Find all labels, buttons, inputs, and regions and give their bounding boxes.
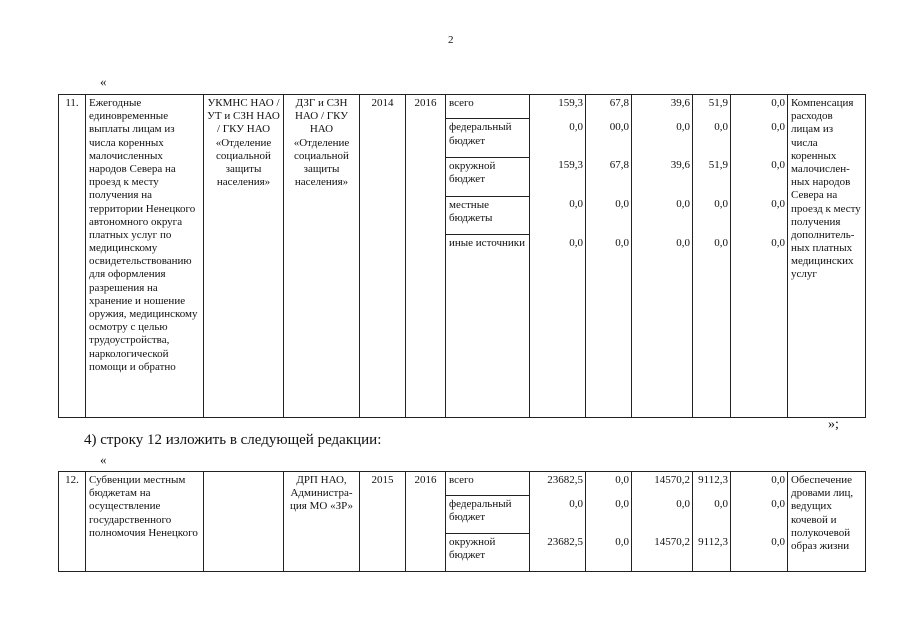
end-year: 2016 — [406, 472, 446, 572]
value-y2: 0,0 — [632, 235, 693, 418]
value-y2: 14570,2 — [632, 472, 693, 496]
value-y1: 0,0 — [586, 496, 632, 534]
funding-source: федеральный бюджет — [446, 119, 530, 158]
table-row-11 — [58, 94, 866, 418]
value-y1: 67,8 — [586, 157, 632, 196]
start-year: 2015 — [360, 472, 406, 572]
table-row-12 — [58, 471, 866, 572]
funding-source: иные источники — [446, 235, 530, 418]
value-total: 0,0 — [530, 235, 586, 418]
funding-source: всего — [446, 472, 530, 496]
value-y2: 39,6 — [632, 95, 693, 119]
end-year: 2016 — [406, 95, 446, 418]
instruction-text: 4) строку 12 изложить в следующей редакции: — [84, 432, 382, 448]
measure-name: Субвенции местным бюджетам на осуществление государственного полномочия Ненецкого — [86, 472, 204, 572]
value-total: 0,0 — [530, 119, 586, 158]
value-y4: 0,0 — [731, 472, 788, 496]
value-y1: 0,0 — [586, 534, 632, 572]
start-year: 2014 — [360, 95, 406, 418]
value-y4: 0,0 — [731, 235, 788, 418]
value-y2: 14570,2 — [632, 534, 693, 572]
value-y3: 51,9 — [693, 95, 731, 119]
value-y2: 39,6 — [632, 157, 693, 196]
funding-source: федеральный бюджет — [446, 496, 530, 534]
value-y3: 9112,3 — [693, 534, 731, 572]
value-y4: 0,0 — [731, 157, 788, 196]
funding-source: всего — [446, 95, 530, 119]
value-y3: 0,0 — [693, 496, 731, 534]
expected-result: Компенсация расходов лицам из числа коренных малочислен-ных народов Севера на проезд к месту получения дополнитель-ных платных медицинских услуг — [788, 95, 866, 418]
value-y3: 0,0 — [693, 196, 731, 235]
funding-row — [59, 472, 866, 496]
value-y3: 9112,3 — [693, 472, 731, 496]
value-y1: 00,0 — [586, 119, 632, 158]
page-number: 2 — [448, 34, 454, 46]
value-y4: 0,0 — [731, 496, 788, 534]
participant: ДЗГ и СЗН НАО / ГКУ НАО «Отделение социальной защиты населения» — [284, 95, 360, 418]
value-total: 159,3 — [530, 157, 586, 196]
funding-source: окружной бюджет — [446, 534, 530, 572]
value-total: 23682,5 — [530, 534, 586, 572]
value-y1: 0,0 — [586, 235, 632, 418]
value-y3: 0,0 — [693, 119, 731, 158]
value-y4: 0,0 — [731, 196, 788, 235]
open-quote: « — [100, 74, 107, 89]
executor — [204, 472, 284, 572]
value-y4: 0,0 — [731, 534, 788, 572]
funding-row — [59, 95, 866, 119]
value-total: 0,0 — [530, 196, 586, 235]
value-y2: 0,0 — [632, 196, 693, 235]
value-y3: 51,9 — [693, 157, 731, 196]
value-y2: 0,0 — [632, 119, 693, 158]
value-y4: 0,0 — [731, 119, 788, 158]
value-total: 23682,5 — [530, 472, 586, 496]
close-quote: »; — [828, 417, 839, 432]
value-y1: 0,0 — [586, 196, 632, 235]
row-number: 11. — [59, 95, 86, 418]
value-y1: 67,8 — [586, 95, 632, 119]
funding-source: местные бюджеты — [446, 196, 530, 235]
value-total: 0,0 — [530, 496, 586, 534]
row-number: 12. — [59, 472, 86, 572]
value-y1: 0,0 — [586, 472, 632, 496]
value-y4: 0,0 — [731, 95, 788, 119]
open-quote: « — [100, 452, 107, 467]
value-y3: 0,0 — [693, 235, 731, 418]
value-total: 159,3 — [530, 95, 586, 119]
expected-result: Обеспечение дровами лиц, ведущих кочевой и полукочевой образ жизни — [788, 472, 866, 572]
value-y2: 0,0 — [632, 496, 693, 534]
participant: ДРП НАО, Администра-ция МО «ЗР» — [284, 472, 360, 572]
measure-name: Ежегодные единовременные выплаты лицам из числа коренных малочисленных народов Севера на проезд к месту получения на территории Ненецкого автономного округа платных услуг по медицинскому освидетельствованию для оформления разрешения на хранение и ношение оружия, медицинскому осмотру с целью трудоустройства, наркологической помощи и обратно — [86, 95, 204, 418]
funding-source: окружной бюджет — [446, 157, 530, 196]
executor: УКМНС НАО / УТ и СЗН НАО / ГКУ НАО «Отделение социальной защиты населения» — [204, 95, 284, 418]
